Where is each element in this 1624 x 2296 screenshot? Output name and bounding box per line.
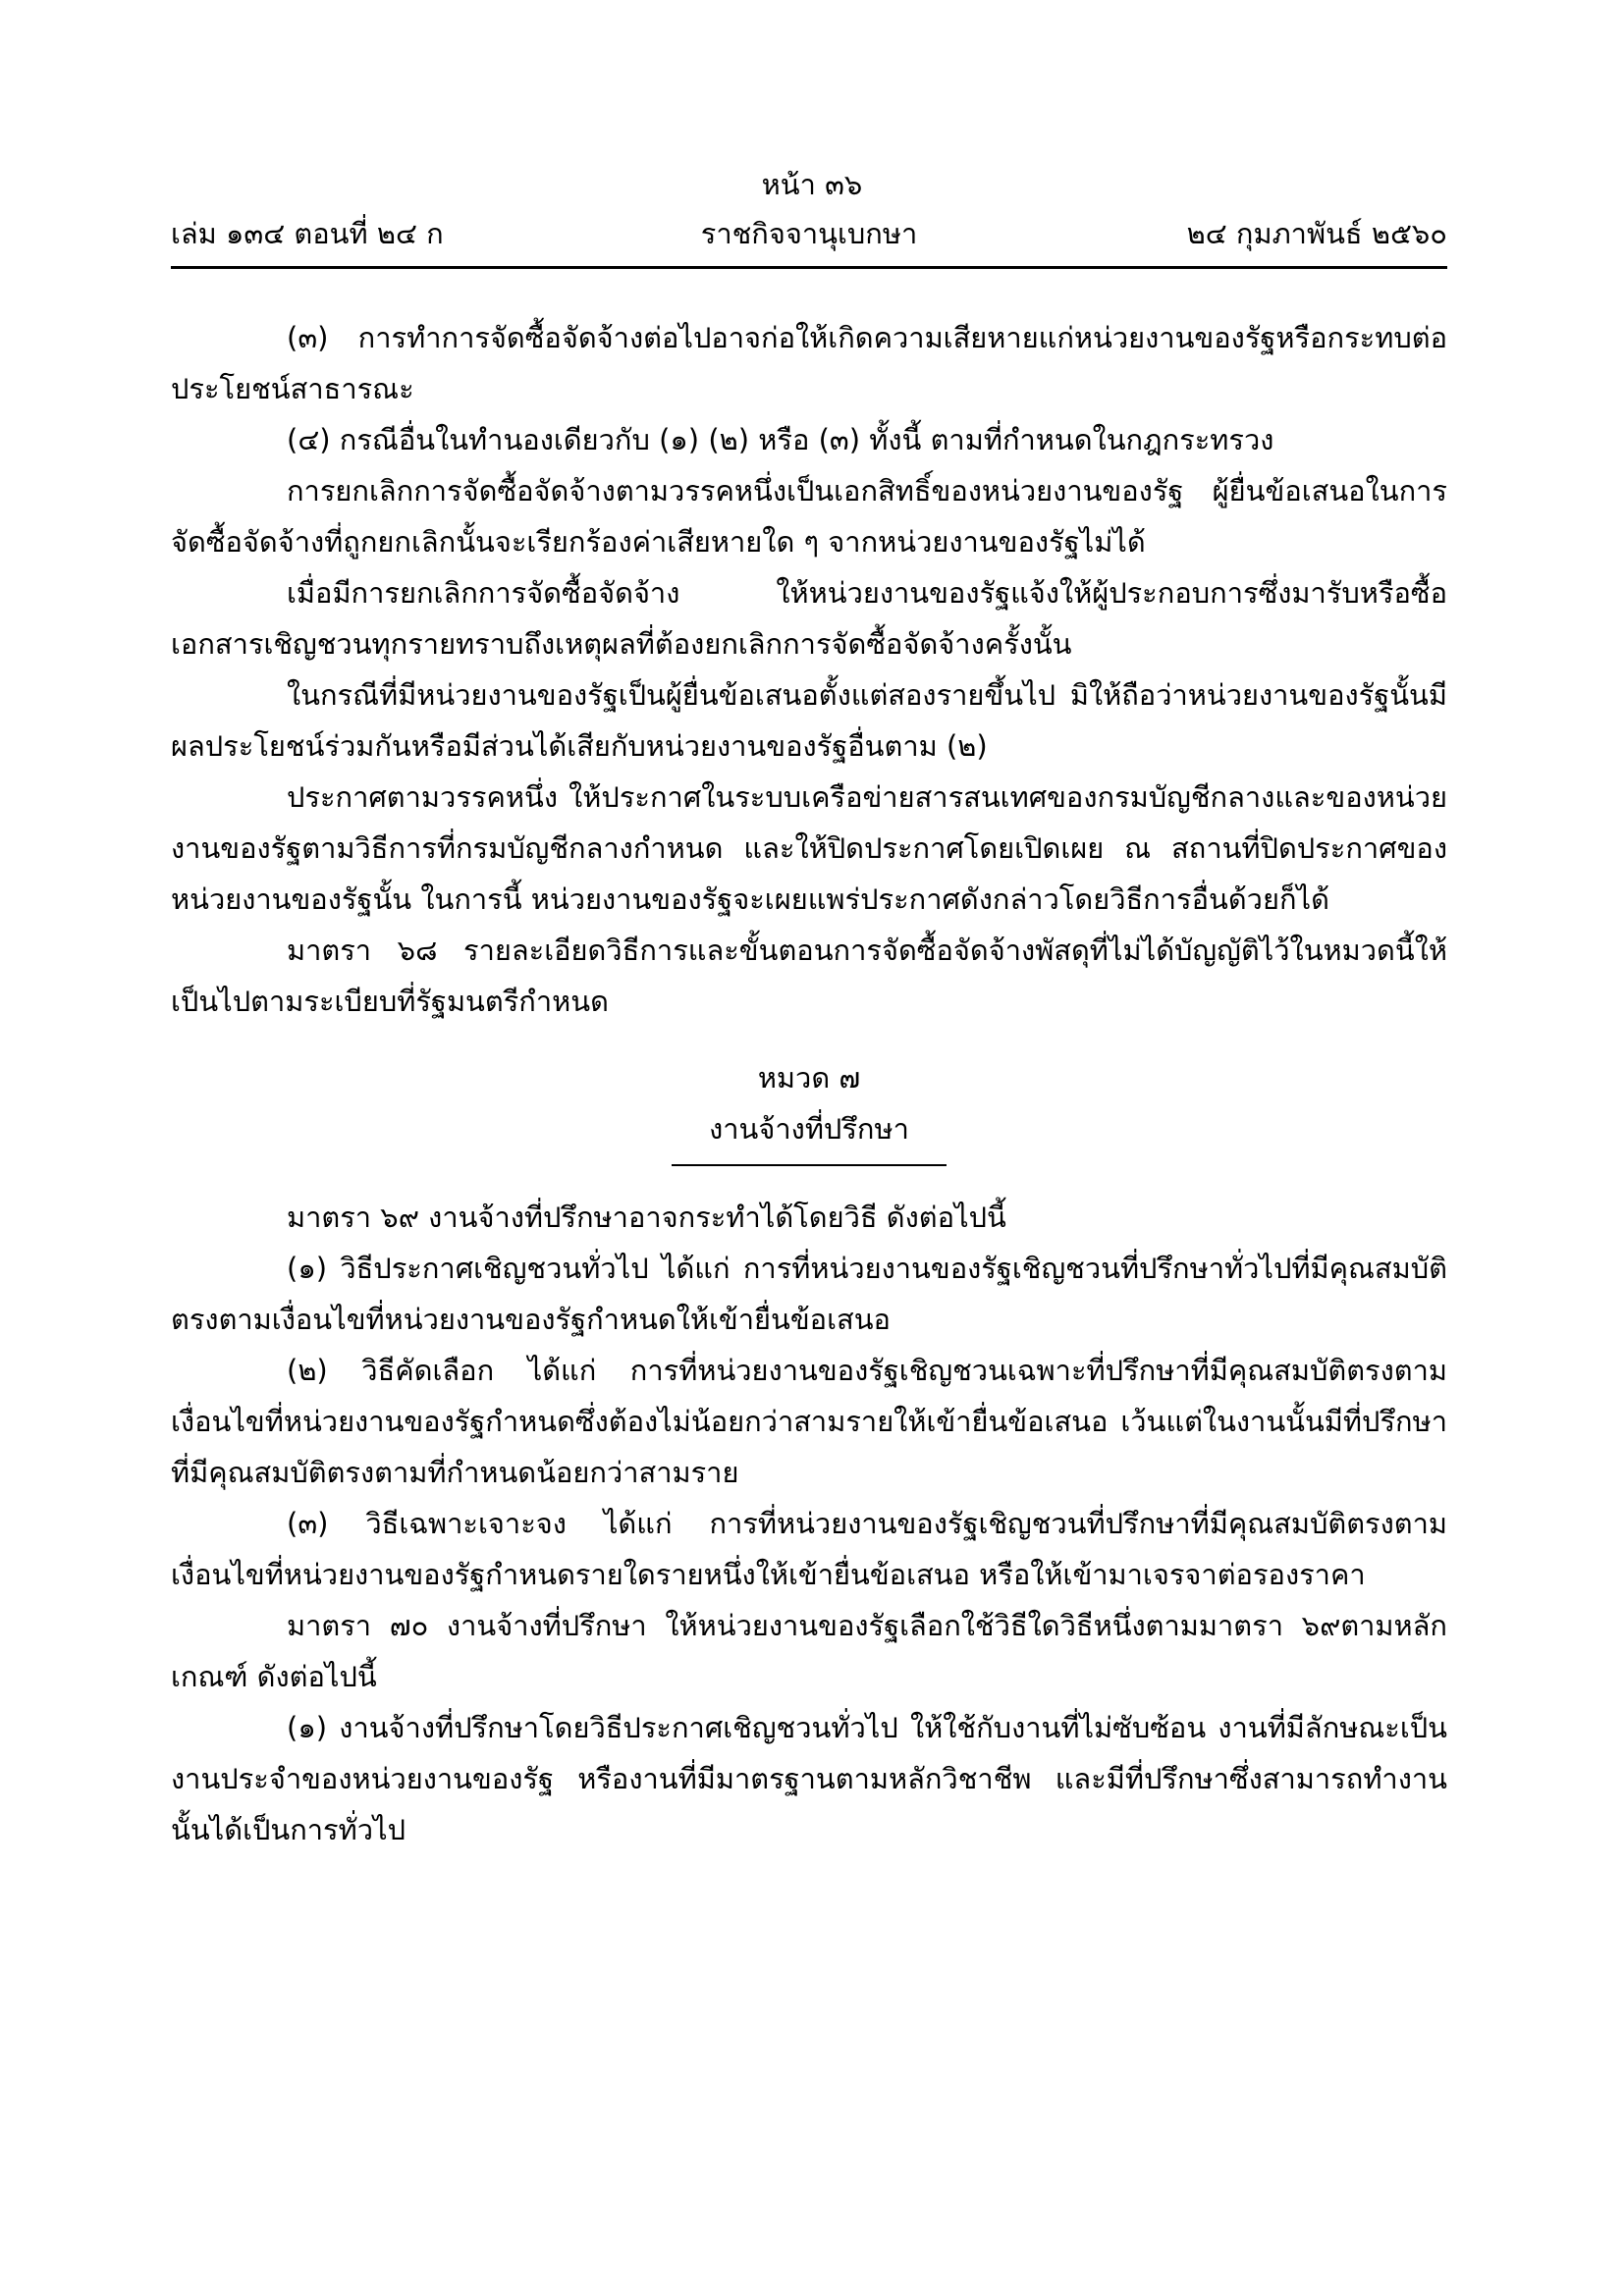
section-70: มาตรา ๗๐ งานจ้างที่ปรึกษา ให้หน่วยงานของรัฐเลือกใช้วิธีใดวิธีหนึ่งตามมาตรา ๖๙ตามหลักเกณฑ์ ดังต่อไปนี้ — [171, 1609, 1447, 1693]
paragraph: การยกเลิกการจัดซื้อจัดจ้างตามวรรคหนึ่งเป็นเอกสิทธิ์ของหน่วยงานของรัฐ ผู้ยื่นข้อเสนอในการจัดซื้อจัดจ้างที่ถูกยกเลิกนั้นจะเรียกร้องค่าเสียหายใด ๆ จากหน่วยงานของรัฐไม่ได้ — [171, 474, 1447, 559]
paragraph: ในกรณีที่มีหน่วยงานของรัฐเป็นผู้ยื่นข้อเสนอตั้งแต่สองรายขึ้นไป มิให้ถือว่าหน่วยงานของรัฐนั้นมีผลประโยชน์ร่วมกันหรือมีส่วนได้เสียกับหน่วยงานของรัฐอื่นตาม (๒) — [171, 678, 1447, 763]
paragraph: (๑) วิธีประกาศเชิญชวนทั่วไป ได้แก่ การที่หน่วยงานของรัฐเชิญชวนที่ปรึกษาทั่วไปที่มีคุณสมบัติตรงตามเงื่อนไขที่หน่วยงานของรัฐกำหนดให้เข้ายื่นข้อเสนอ — [171, 1252, 1447, 1336]
page-number: หน้า ๓๖ — [761, 168, 863, 201]
paragraph: (๑) งานจ้างที่ปรึกษาโดยวิธีประกาศเชิญชวนทั่วไป ให้ใช้กับงานที่ไม่ซับซ้อน งานที่มีลักษณะเป็นงานประจำของหน่วยงานของรัฐ หรืองานที่มีมาตรฐานตามหลักวิชาชีพ และมีที่ปรึกษาซึ่งสามารถทำงานนั้นได้เป็นการทั่วไป — [171, 1711, 1447, 1846]
paragraph: (๔) กรณีอื่นในทำนองเดียวกับ (๑) (๒) หรือ (๓) ทั้งนี้ ตามที่กำหนดในกฎกระทรวง — [287, 423, 1274, 456]
chapter-number: หมวด ๗ — [757, 1061, 861, 1095]
page-header — [171, 214, 1447, 253]
volume-issue: เล่ม ๑๓๔ ตอนที่ ๒๔ ก — [171, 217, 444, 250]
section-69: มาตรา ๖๙ งานจ้างที่ปรึกษาอาจกระทำได้โดยวิธี ดังต่อไปนี้ — [287, 1201, 1006, 1234]
header-divider — [171, 266, 1447, 269]
paragraph: (๒) วิธีคัดเลือก ได้แก่ การที่หน่วยงานของรัฐเชิญชวนเฉพาะที่ปรึกษาที่มีคุณสมบัติตรงตามเงื่อนไขที่หน่วยงานของรัฐกำหนดซึ่งต้องไม่น้อยกว่าสามรายให้เข้ายื่นข้อเสนอ เว้นแต่ในงานนั้นมีที่ปรึกษาที่มีคุณสมบัติตรงตามที่กำหนดน้อยกว่าสามราย — [171, 1354, 1447, 1489]
paragraph: ประกาศตามวรรคหนึ่ง ให้ประกาศในระบบเครือข่ายสารสนเทศของกรมบัญชีกลางและของหน่วยงานของรัฐตามวิธีการที่กรมบัญชีกลางกำหนด และให้ปิดประกาศโดยเปิดเผย ณ สถานที่ปิดประกาศของหน่วยงานของรัฐนั้น ในการนี้ หน่วยงานของรัฐจะเผยแพร่ประกาศดังกล่าวโดยวิธีการอื่นด้วยก็ได้ — [171, 780, 1447, 916]
section-68: มาตรา ๖๘ รายละเอียดวิธีการและขั้นตอนการจัดซื้อจัดจ้างพัสดุที่ไม่ได้บัญญัติไว้ในหมวดนี้ให้เป็นไปตามระเบียบที่รัฐมนตรีกำหนด — [171, 934, 1447, 1018]
publication-date: ๒๔ กุมภาพันธ์ ๒๕๖๐ — [1186, 217, 1447, 250]
paragraph: (๓) วิธีเฉพาะเจาะจง ได้แก่ การที่หน่วยงานของรัฐเชิญชวนที่ปรึกษาที่มีคุณสมบัติตรงตามเงื่อนไขที่หน่วยงานของรัฐกำหนดรายใดรายหนึ่งให้เข้ายื่นข้อเสนอ หรือให้เข้ามาเจรจาต่อรองราคา — [171, 1507, 1447, 1591]
publication-name: ราชกิจจานุเบกษา — [700, 217, 918, 250]
chapter-title: งานจ้างที่ปรึกษา — [709, 1112, 909, 1146]
paragraph: เมื่อมีการยกเลิกการจัดซื้อจัดจ้าง ให้หน่วยงานของรัฐแจ้งให้ผู้ประกอบการซึ่งมารับหรือซื้อเอกสารเชิญชวนทุกรายทราบถึงเหตุผลที่ต้องยกเลิกการจัดซื้อจัดจ้างครั้งนั้น — [171, 576, 1447, 661]
document-body — [171, 312, 1447, 1855]
paragraph: (๓) การทำการจัดซื้อจัดจ้างต่อไปอาจก่อให้เกิดความเสียหายแก่หน่วยงานของรัฐหรือกระทบต่อประโยชน์สาธารณะ — [171, 321, 1447, 405]
chapter-divider — [672, 1164, 947, 1166]
